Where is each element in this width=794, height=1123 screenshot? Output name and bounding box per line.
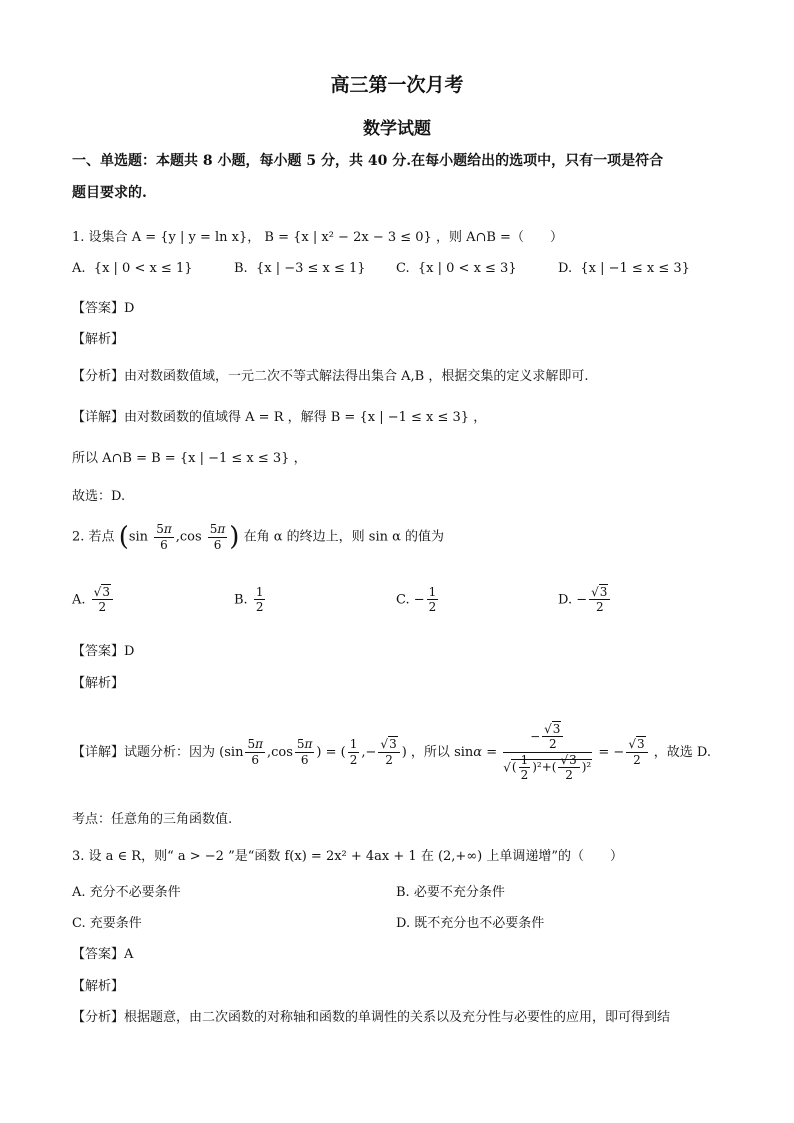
- page-subtitle: 数学试题: [363, 119, 431, 139]
- q2-analysis-label: 【解析】: [72, 676, 125, 691]
- q1-detail-1: [72, 406, 486, 425]
- detail-label: 【详解】: [72, 744, 125, 760]
- answer-label: 【答案】: [72, 644, 125, 659]
- option-label: B.: [234, 261, 248, 276]
- q1-option-c: [396, 261, 517, 276]
- option-label: D.: [558, 261, 573, 276]
- answer-value: D: [124, 644, 135, 659]
- q1-prefix: 1. 设集合: [72, 230, 128, 245]
- option-label: A.: [72, 885, 86, 900]
- option-label: C.: [396, 261, 410, 276]
- detail-mid: ，所以: [410, 744, 450, 760]
- q3-fenxi: [72, 1006, 670, 1025]
- q1-conclusion: 故选：D.: [72, 489, 126, 504]
- q1-analysis-label: 【解析】: [72, 332, 125, 347]
- option-text: 充要条件: [89, 916, 142, 931]
- q3-option-c: [72, 912, 142, 931]
- answer-label: 【答案】: [72, 301, 125, 316]
- option-label: A.: [72, 261, 86, 276]
- answer-label: 【答案】: [72, 947, 125, 962]
- q2-detail: 【详解】试题分析：因为 (sin $\frac{5\pi}{6}$ ,cos $\frac{5\pi}{6}$ ) = ( $\frac{1}{2}$ ,− $\frac{√3}{2}$ ) ，所以 sinα = − $\frac{√3}{2}$ √( $\frac{1}{2}$ )²+( $\frac{√3}{2}$ )² = − $\frac{√3}{2}$ ，故选 D.: [72, 722, 711, 783]
- option-label: D.: [558, 592, 573, 608]
- q1-fenxi: [72, 365, 589, 384]
- option-label: B.: [396, 885, 410, 900]
- q3-stem: 3. 设 a ∈ R，则“ a > −2 ”是“函数 f(x) = 2x² + 4ax + 1 在 (2,+∞) 上单调递增”的（ ）: [72, 849, 624, 864]
- q3-analysis-label: 【解析】: [72, 979, 125, 994]
- answer-value: D: [124, 301, 135, 316]
- q2-option-c: C. − $\frac{1}{2}$: [396, 585, 437, 615]
- q3-option-d: [396, 912, 544, 931]
- option-label: C.: [396, 592, 410, 608]
- q2-option-b: B. $\frac{1}{2}$: [234, 585, 264, 615]
- section-heading-line1: 一、单选题：本题共 8 小题，每小题 5 分，共 40 分.在每小题给出的选项中，只有一项是符合: [72, 153, 664, 169]
- q1-option-b: [234, 261, 366, 276]
- q1-set-b: B = {x | x² − 2x − 3 ≤ 0}: [264, 230, 432, 245]
- fenxi-label: 【分析】: [72, 369, 125, 384]
- detail-end: ，故选 D.: [653, 744, 711, 760]
- option-text: 必要不充分条件: [413, 885, 505, 900]
- q3-option-b: [396, 881, 505, 900]
- q2-suffix: 在角 α 的终边上，则 sin α 的值为: [243, 529, 445, 545]
- q2-option-a: A. $\frac{√3}{2}$: [72, 585, 115, 615]
- q2-stem: 2. 若点 (sin $\frac{5\pi}{6}$ ,cos $\frac{5\pi}{6}$ ) 在角 α 的终边上，则 sin α 的值为: [72, 522, 445, 552]
- option-text: 充分不必要条件: [89, 885, 181, 900]
- q1-set-a: A = {y | y = ln x}: [131, 230, 248, 245]
- answer-value: A: [124, 947, 134, 962]
- q1-detail-2: 所以 A∩B = B = {x | −1 ≤ x ≤ 3} ，: [72, 451, 307, 466]
- q3-answer: [72, 943, 133, 962]
- fenxi-label: 【分析】: [72, 1010, 125, 1025]
- q1-stem: 1. 设集合 A = {y | y = ln x}， B = {x | x² − 2x − 3 ≤ 0} ，则 A∩B =（ ）: [72, 230, 563, 245]
- option-label: D.: [396, 916, 411, 931]
- option-text: 既不充分也不必要条件: [414, 916, 545, 931]
- page-title: 高三第一次月考: [330, 74, 464, 96]
- q2-prefix: 2. 若点: [72, 529, 115, 545]
- q1-answer: [72, 297, 134, 316]
- detail-text: 由对数函数的值域得 A = R ，解得 B = {x | −1 ≤ x ≤ 3} ，: [124, 410, 487, 425]
- option-text: {x | −3 ≤ x ≤ 1}: [255, 261, 366, 276]
- q2-answer: [72, 640, 134, 659]
- detail-label: 【详解】: [72, 410, 125, 425]
- q2-kaodian: 考点：任意角的三角函数值.: [72, 812, 233, 827]
- detail-text: 试题分析：因为: [124, 744, 216, 760]
- option-text: {x | 0 < x ≤ 3}: [417, 261, 517, 276]
- option-text: {x | 0 < x ≤ 1}: [93, 261, 193, 276]
- section-heading-line2: 题目要求的.: [72, 185, 147, 201]
- fenxi-text: 根据题意，由二次函数的对称轴和函数的单调性的关系以及充分性与必要性的应用，即可得到结: [124, 1010, 671, 1025]
- option-label: C.: [72, 916, 86, 931]
- option-label: B.: [234, 592, 248, 608]
- option-label: A.: [72, 592, 86, 608]
- q3-option-a: [72, 881, 181, 900]
- q2-option-d: D. − $\frac{√3}{2}$: [558, 585, 612, 615]
- q1-ask: ，则 A∩B =（ ）: [435, 230, 563, 245]
- q1-option-d: [558, 261, 690, 276]
- fenxi-text: 由对数函数值域，一元二次不等式解法得出集合 A,B ，根据交集的定义求解即可.: [124, 369, 589, 384]
- option-text: {x | −1 ≤ x ≤ 3}: [580, 261, 690, 276]
- q1-option-a: [72, 261, 193, 276]
